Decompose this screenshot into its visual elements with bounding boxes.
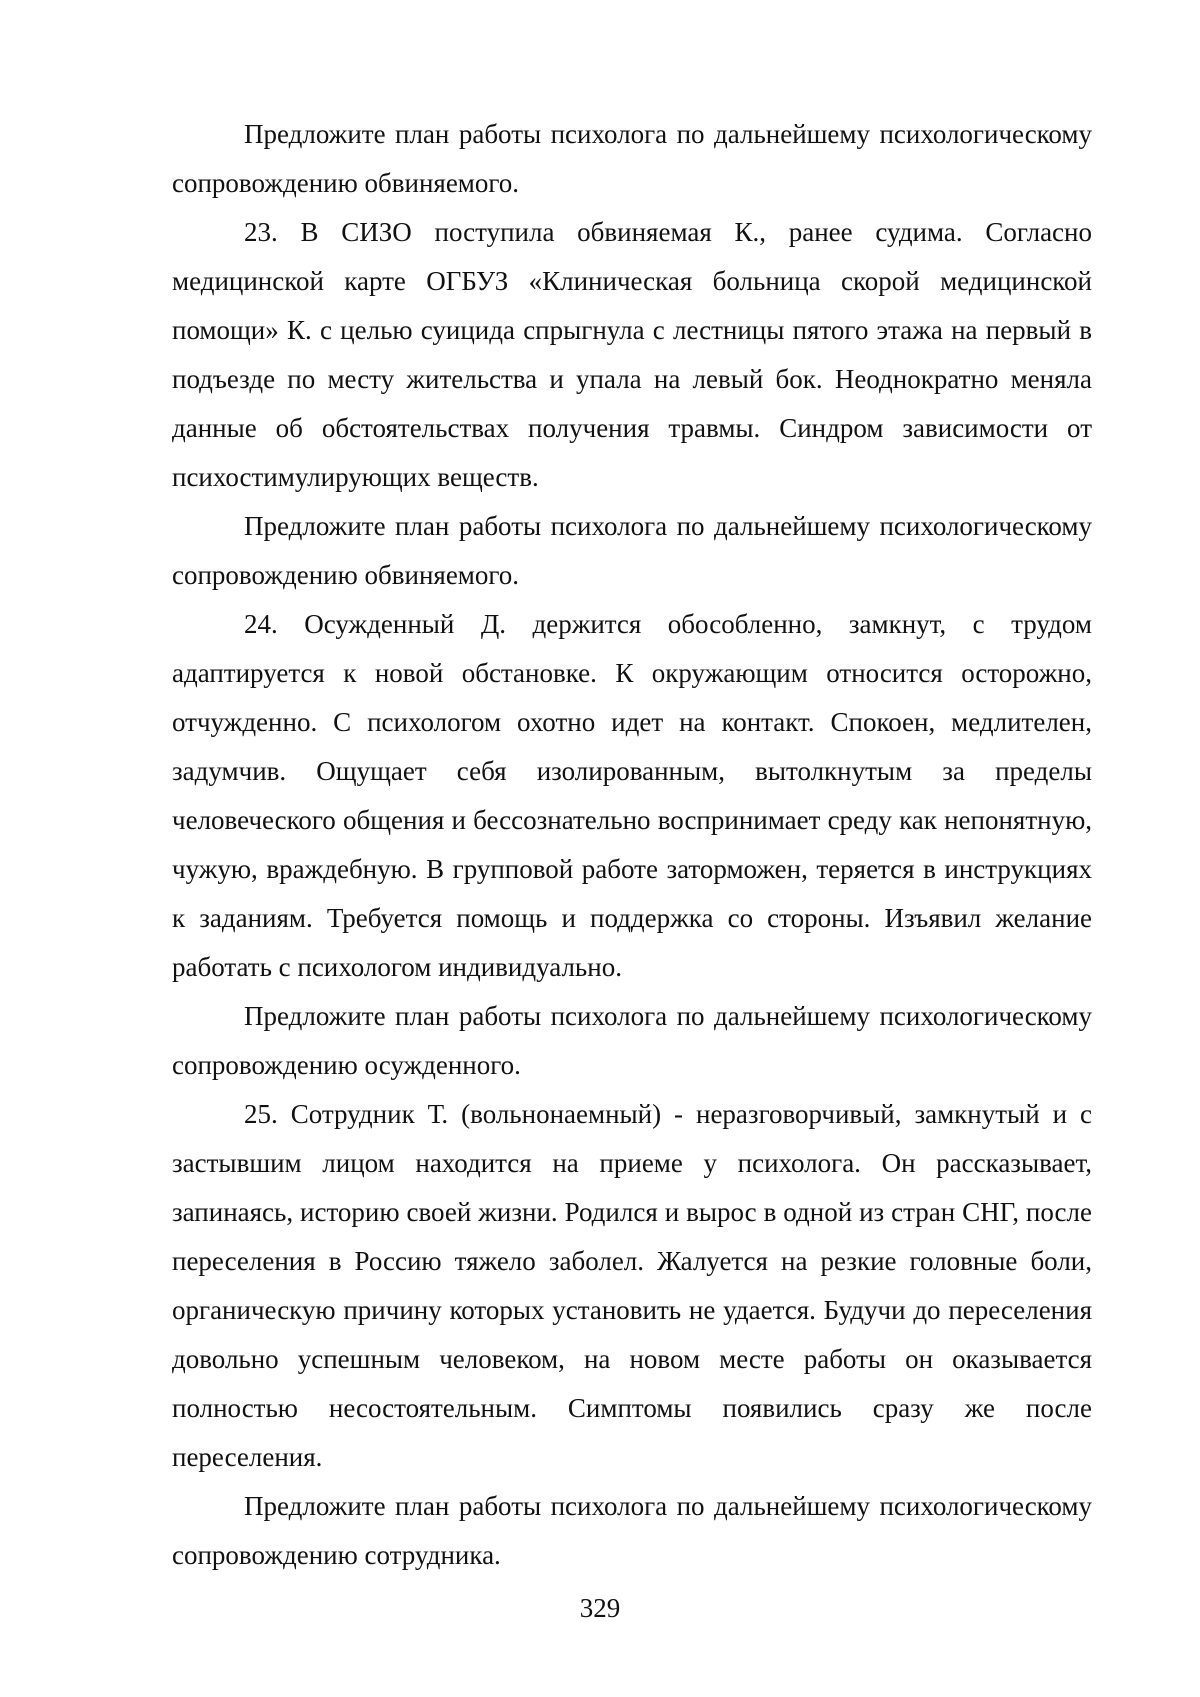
case-24-paragraph: 24. Осужденный Д. держится обособленно, замкнут, с трудом адаптируется к новой обстановке. К окружающим относится осторожно, отчужденно. С психологом охотно идет на контакт. Спокоен, медлителен, задумчив. Ощущает себя изолированным, вытолкнутым за пределы человеческого общения и бессознательно воспринимает среду как непонятную, чужую, враждебную. В групповой работе заторможен, теряется в инструкциях к заданиям. Требуется помощь и поддержка со стороны. Изъявил желание работать с психологом индивидуально. — [172, 609, 1092, 982]
case-23-paragraph: 23. В СИЗО поступила обвиняемая К., ранее судима. Согласно медицинской карте ОГБУЗ «Клиническая больница скорой медицинской помощи» К. с целью суицида спрыгнула с лестницы пятого этажа на первый в подъезде по месту жительства и упала на левый бок. Неоднократно меняла данные об обстоятельствах получения травмы. Синдром зависимости от психостимулирующих веществ. — [172, 217, 1092, 492]
task-prompt-paragraph: Предложите план работы психолога по дальнейшему психологическому сопровождению осужденного. — [172, 1001, 1092, 1080]
task-prompt-paragraph: Предложите план работы психолога по дальнейшему психологическому сопровождению сотрудника. — [172, 1491, 1092, 1570]
task-prompt-paragraph: Предложите план работы психолога по дальнейшему психологическому сопровождению обвиняемого. — [172, 119, 1092, 198]
task-prompt-paragraph: Предложите план работы психолога по дальнейшему психологическому сопровождению обвиняемого. — [172, 511, 1092, 590]
page-number: 329 — [579, 1593, 621, 1623]
case-25-paragraph: 25. Сотрудник Т. (вольнонаемный) - неразговорчивый, замкнутый и с застывшим лицом находится на приеме у психолога. Он рассказывает, запинаясь, историю своей жизни. Родился и вырос в одной из стран СНГ, после переселения в Россию тяжело заболел. Жалуется на резкие головные боли, органическую причину которых установить не удается. Будучи до переселения довольно успешным человеком, на новом месте работы он оказывается полностью несостоятельным. Симптомы появились сразу же после переселения. — [172, 1099, 1092, 1472]
body-text — [172, 110, 1092, 1580]
